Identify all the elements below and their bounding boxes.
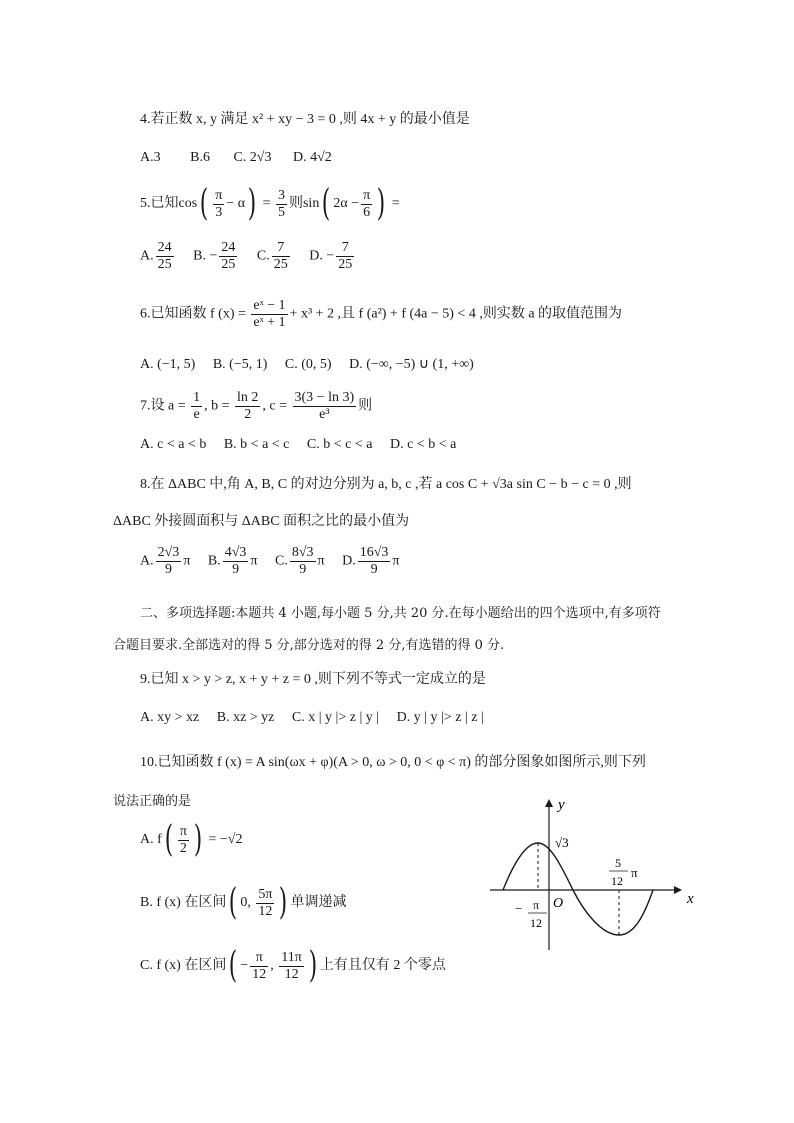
q8-option-b[interactable]: B. $\frac{4√3}{9}$ π <box>207 545 258 577</box>
tick-left-den: 12 <box>530 916 542 930</box>
y-label: y <box>558 797 565 813</box>
q10-line2: 说法正确的是 <box>113 794 192 809</box>
origin-label: O <box>553 896 564 911</box>
x-axis-arrow-icon <box>674 886 682 894</box>
q9-options <box>140 710 498 726</box>
q7-option-a[interactable]: A. c < a < b <box>140 437 207 452</box>
q6-option-b[interactable]: B. (−5, 1) <box>212 357 268 372</box>
q10-option-a[interactable]: A. f( $\frac{\pi}{2}$ ) = −√2 <box>140 819 243 860</box>
section2-line1: 二、多项选择题:本题共 4 小题,每小题 5 分,共 20 分.在每小题给出的四个选项中,有多项符 <box>140 606 661 621</box>
sine-curve <box>503 843 653 935</box>
q6-option-a[interactable]: A. (−1, 5) <box>140 357 196 372</box>
q6-rest: + x³ + 2 ,且 f (a²) + f (4a − 5) < 4 ,则实数 a 的取值范围为 <box>289 306 623 322</box>
q5-prefix: 5.已知 <box>140 196 179 212</box>
q8-option-c[interactable]: C. $\frac{8√3}{9}$ π <box>275 545 325 577</box>
q8-options <box>140 545 414 578</box>
q5-stem: 5.已知cos( $\frac{\pi}{3}$ − α) = $\frac{3}{5}$ 则sin( 2α − $\frac{\pi}{6}$ ) = <box>140 183 400 224</box>
q7-prefix: 7.设 <box>140 398 165 414</box>
q5-frac-35: $\frac{3}{5}$ <box>277 187 285 220</box>
q9-option-c[interactable]: C. x | y |> z | y | <box>291 710 380 725</box>
q8-line1: 8.在 ΔABC 中,角 A, B, C 的对边分别为 a, b, c ,若 a cos C + √3a sin C − b − c = 0 ,则 <box>140 477 632 492</box>
y-axis-arrow-icon <box>545 799 553 807</box>
tick-left-sign: − <box>515 901 523 916</box>
q8-option-a[interactable]: A. $\frac{2√3}{9}$ π <box>140 545 191 577</box>
q9-stem: 9.已知 x > y > z, x + y + z = 0 ,则下列不等式一定成立的是 <box>140 672 486 687</box>
tick-right-pi: π <box>631 865 638 880</box>
q6-option-c[interactable]: C. (0, 5) <box>284 357 332 372</box>
q7-suffix: 则 <box>358 398 373 414</box>
q5-option-d[interactable]: D. − $\frac{7}{25}$ <box>309 240 353 272</box>
section2-line2: 合题目要求.全部选对的得 5 分,部分选对的得 2 分,有选错的得 0 分. <box>113 638 505 653</box>
q8-line2: ΔABC 外接圆面积与 ΔABC 面积之比的最小值为 <box>113 514 410 529</box>
x-label: x <box>687 891 694 907</box>
q10-option-c[interactable]: C. f (x) 在区间( − $\frac{\pi}{12}$ , $\frac{11\pi}{12}$ ) 上有且仅有 2 个零点 <box>140 945 446 986</box>
sine-graph <box>485 795 705 955</box>
q9-option-b[interactable]: B. xz > yz <box>216 710 275 725</box>
q5-option-b[interactable]: B. − $\frac{24}{25}$ <box>193 240 236 272</box>
q4-option-b[interactable]: B.6 <box>190 150 210 165</box>
q7-option-d[interactable]: D. c < b < a <box>389 437 457 452</box>
q6-prefix: 6.已知函数 <box>140 306 207 322</box>
q5-frac-pi3: $\frac{\pi}{3}$ <box>215 187 223 220</box>
q4-option-d[interactable]: D. 4√2 <box>293 150 332 165</box>
q6-stem: 6.已知函数 f (x) = $\frac{\text{eˣ − 1}}{\text{eˣ + 1}}$ + x³ + 2 ,且 f (a²) + f (4a − 5) < 4 ,则实数 a 的取值范围为 <box>140 298 623 330</box>
q7-option-b[interactable]: B. b < a < c <box>223 437 290 452</box>
q10-option-b[interactable]: B. f (x) 在区间( 0, $\frac{5\pi}{12}$ ) 单调递减 <box>140 882 347 923</box>
q10-line1: 10.已知函数 f (x) = A sin(ωx + φ)(A > 0, ω > 0, 0 < φ < π) 的部分图象如图所示,则下列 <box>140 755 646 770</box>
q7-options <box>140 437 470 453</box>
q4-option-c[interactable]: C. 2√3 <box>233 150 272 165</box>
q5-mid: 则 <box>288 196 303 212</box>
q6-option-d[interactable]: D. (−∞, −5) ∪ (1, +∞) <box>349 357 474 372</box>
peak-label: √3 <box>555 835 569 850</box>
q6-options <box>140 356 488 373</box>
q7-stem: 7.设 a = $\frac{1}{e}$ , b = $\frac{\ln 2}{2}$ , c = $\frac{3(3 - \ln 3)}{\text{e³}}$ 则 <box>140 390 373 422</box>
q4-option-a[interactable]: A.3 <box>140 150 161 165</box>
q9-option-a[interactable]: A. xy > xz <box>140 710 200 725</box>
tick-right-den: 12 <box>611 874 623 888</box>
q8-option-d[interactable]: D. $\frac{16√3}{9}$ π <box>342 545 400 577</box>
q5-options <box>140 240 370 273</box>
q6-frac: $\frac{\text{eˣ − 1}}{\text{eˣ + 1}}$ <box>253 298 286 330</box>
q5-option-c[interactable]: C. $\frac{7}{25}$ <box>256 240 288 272</box>
tick-left-num: π <box>533 898 540 912</box>
q5-option-a[interactable]: A. $\frac{24}{25}$ <box>140 240 172 272</box>
q7-option-c[interactable]: C. b < c < a <box>306 437 373 452</box>
q9-option-d[interactable]: D. y | y |> z | z | <box>396 710 484 725</box>
q4-stem: 4.若正数 x, y 满足 x² + xy − 3 = 0 ,则 4x + y 的最小值是 <box>140 112 470 127</box>
q4-options <box>140 150 346 166</box>
tick-right-num: 5 <box>615 856 621 870</box>
